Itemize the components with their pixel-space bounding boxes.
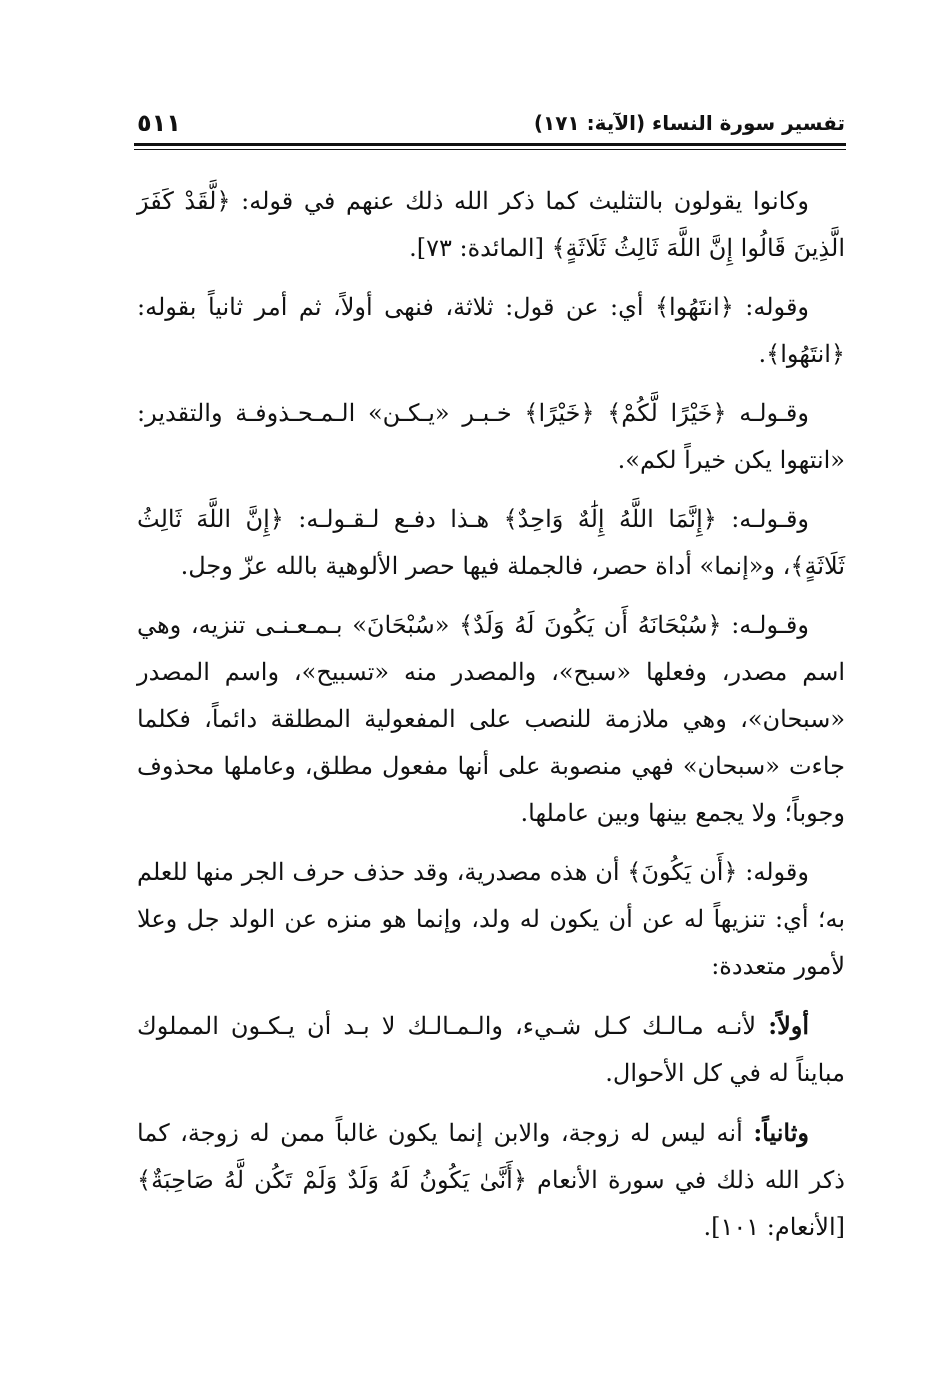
paragraph-5 <box>137 602 845 837</box>
paragraph-text: وكانوا يقولون بالتثليث كما ذكر الله ذلك عنهم في قوله: ﴿لَّقَدْ كَفَرَ الَّذِينَ قَالُوا إِنَّ اللَّهَ ثَالِثُ ثَلَاثَةٍ﴾ [المائدة: ٧٣]. <box>137 187 845 262</box>
paragraph-text: أنه ليس له زوجة، والابن إنما يكون غالباً ممن له زوجة، كما ذكر الله ذلك في سورة الأنعام ﴿أَنَّىٰ يَكُونُ لَهُ وَلَدٌ وَلَمْ تَكُن لَّهُ صَاحِبَةٌ﴾ [الأنعام: ١٠١]. <box>137 1119 845 1241</box>
paragraph-6 <box>137 849 845 990</box>
paragraph-8 <box>137 1109 845 1251</box>
paragraph-text: وقـولـه: ﴿سُبْحَانَهُ أَن يَكُونَ لَهُ وَلَدٌ﴾ «سُبْحَانَ» بـمـعـنـى تنزيه، وهي اسم مصدر، وفعلها «سبح»، والمصدر منه «تسبيح»، واسم المصدر «سبحان»، وهي ملازمة للنصب على المفعولية المطلقة دائماً، فكلما جاءت «سبحان» فهي منصوبة على أنها مفعول مطلق، وعاملها محذوف وجوباً؛ ولا يجمع بينها وبين عاملها. <box>137 611 845 827</box>
paragraph-1 <box>137 178 845 272</box>
paragraph-text: وقوله: ﴿انتَهُوا﴾ أي: عن قول: ثلاثة، فنهى أولاً، ثم أمر ثانياً بقوله: ﴿انتَهُوا﴾. <box>137 293 845 368</box>
paragraph-text: وقـولـه ﴿خَيْرًا لَّكُمْ﴾ ﴿خَيْرًا﴾ خـبـر «يـكـن» الـمـحـذوفـة والتقدير: «انتهوا يكن خيراً لكم». <box>137 399 845 474</box>
header-title: تفسير سورة النساء (الآية: ١٧١) <box>533 111 845 135</box>
paragraph-3 <box>137 390 845 484</box>
paragraph-text: لأنـه مـالـك كـل شـيء، والـمـالـك لا بـد أن يـكـون المملوك مبايناً له في كل الأحوال. <box>137 1012 845 1087</box>
paragraph-lead: أولاً: <box>768 1011 810 1040</box>
page-body <box>137 178 845 1263</box>
header-rule-thin <box>134 149 846 150</box>
page-number: ٥١١ <box>137 109 181 137</box>
paragraph-text: وقـولـه: ﴿إِنَّمَا اللَّهُ إِلَٰهٌ وَاحِدٌ﴾ هـذا دفـع لـقـولـه: ﴿إِنَّ اللَّهَ ثَالِثُ ثَلَاثَةٍ﴾، و«إنما» أداة حصر، فالجملة فيها حصر الألوهية بالله عزّ وجل. <box>137 505 845 580</box>
paragraph-4 <box>137 496 845 590</box>
paragraph-2 <box>137 284 845 378</box>
paragraph-lead: وثانياً: <box>753 1118 809 1147</box>
paragraph-7 <box>137 1002 845 1097</box>
header-rule-thick <box>134 143 846 146</box>
paragraph-text: وقوله: ﴿أَن يَكُونَ﴾ أن هذه مصدرية، وقد حذف حرف الجر منها للعلم به؛ أي: تنزيهاً له عن أن يكون له ولد، وإنما هو منزه عن الولد جل وعلا لأمور متعددة: <box>137 858 845 980</box>
page-header <box>137 106 845 140</box>
